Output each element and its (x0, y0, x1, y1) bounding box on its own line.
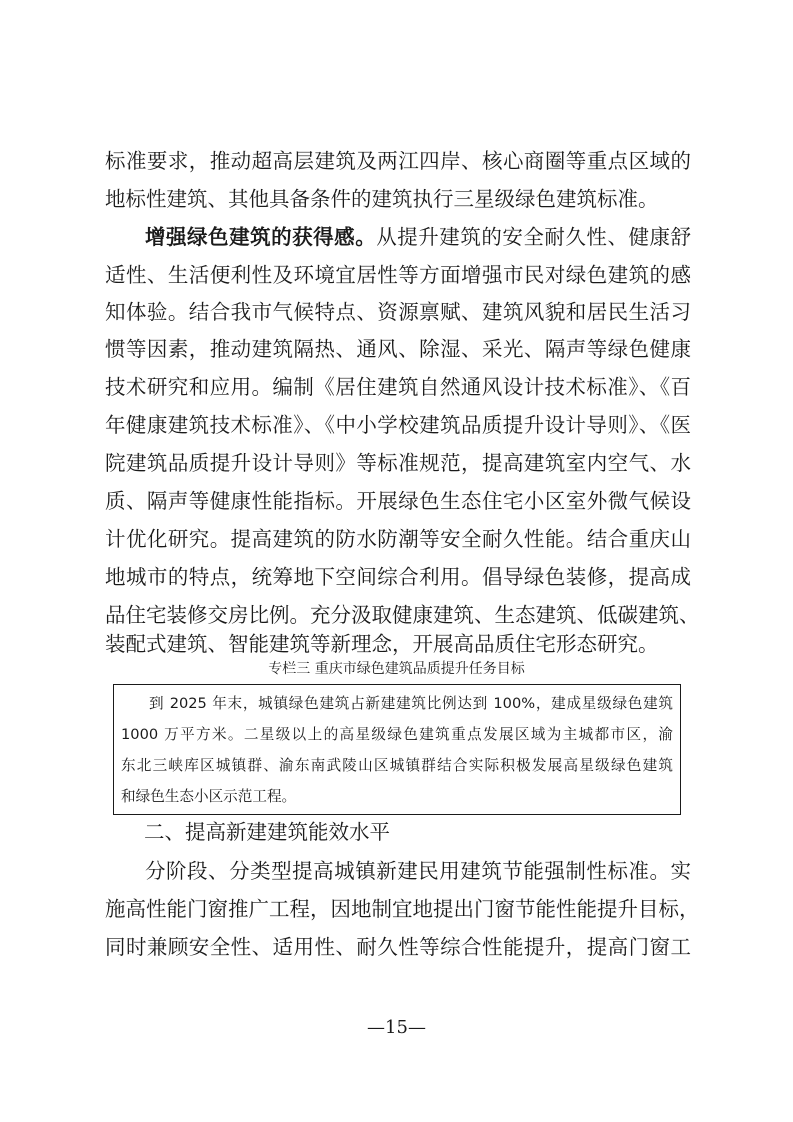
sidebar-line-4: 和绿色生态小区示范工程。 (121, 788, 297, 805)
paragraph-1-line-1: 标准要求，推动超高层建筑及两江四岸、核心商圈等重点区域的 (105, 149, 691, 173)
paragraph-3-line-1: 分阶段、分类型提高城镇新建民用建筑节能强制性标准。实 (145, 859, 691, 883)
paragraph-2-line-2: 适性、生活便利性及环境宜居性等方面增强市民对绿色建筑的感 (105, 263, 691, 287)
paragraph-2-line-5: 技术研究和应用。编制《居住建筑自然通风设计技术标准》、《百 (105, 375, 691, 399)
sidebar-line-3: 东北三峡库区城镇群、渝东南武陵山区城镇群结合实际积极发展高星级绿色建筑 (121, 757, 673, 774)
paragraph-1-line-2: 地标性建筑、其他具备条件的建筑执行三星级绿色建筑标准。 (105, 187, 659, 211)
paragraph-2-first-line-rest: 从提升建筑的安全耐久性、健康舒 (376, 225, 692, 249)
paragraph-2-line-6: 年健康建筑技术标准》、《中小学校建筑品质提升设计导则》、《医 (105, 413, 691, 437)
paragraph-2-line-7: 院建筑品质提升设计导则》等标准规范，提高建筑室内空气、水 (105, 451, 691, 475)
paragraph-3-line-3: 同时兼顾安全性、适用性、耐久性等综合性能提升，提高门窗工 (105, 935, 691, 959)
paragraph-2-line-12: 装配式建筑、智能建筑等新理念，开展高品质住宅形态研究。 (105, 632, 659, 656)
paragraph-2-line-1 (145, 223, 691, 251)
section-heading: 二、提高新建建筑能效水平 (144, 820, 390, 844)
paragraph-2-lead: 增强绿色建筑的获得感。 (145, 225, 377, 249)
sidebar-title: 专栏三 重庆市绿色建筑品质提升任务目标 (268, 661, 525, 677)
paragraph-2-line-8: 质、隔声等健康性能指标。开展绿色生态住宅小区室外微气候设 (105, 489, 691, 513)
paragraph-2-line-11: 品住宅装修交房比例。充分汲取健康建筑、生态建筑、低碳建筑、 (105, 603, 700, 627)
paragraph-2-line-10: 地城市的特点，统筹地下空间综合利用。倡导绿色装修，提高成 (105, 565, 691, 589)
page-number: —15— (367, 1017, 426, 1038)
paragraph-2-line-3: 知体验。结合我市气候特点、资源禀赋、建筑风貌和居民生活习 (105, 300, 691, 324)
paragraph-2-line-9: 计优化研究。提高建筑的防水防潮等安全耐久性能。结合重庆山 (105, 527, 691, 551)
sidebar-line-2: 1000 万平方米。二星级以上的高星级绿色建筑重点发展区域为主城都市区，渝 (121, 726, 673, 743)
paragraph-2-line-4: 惯等因素，推动建筑隔热、通风、除湿、采光、隔声等绿色健康 (105, 337, 691, 361)
sidebar-line-1: 到 2025 年末，城镇绿色建筑占新建建筑比例达到 100%，建成星级绿色建筑 (149, 695, 673, 712)
paragraph-3-line-2: 施高性能门窗推广工程，因地制宜地提出门窗节能性能提升目标， (105, 897, 700, 921)
